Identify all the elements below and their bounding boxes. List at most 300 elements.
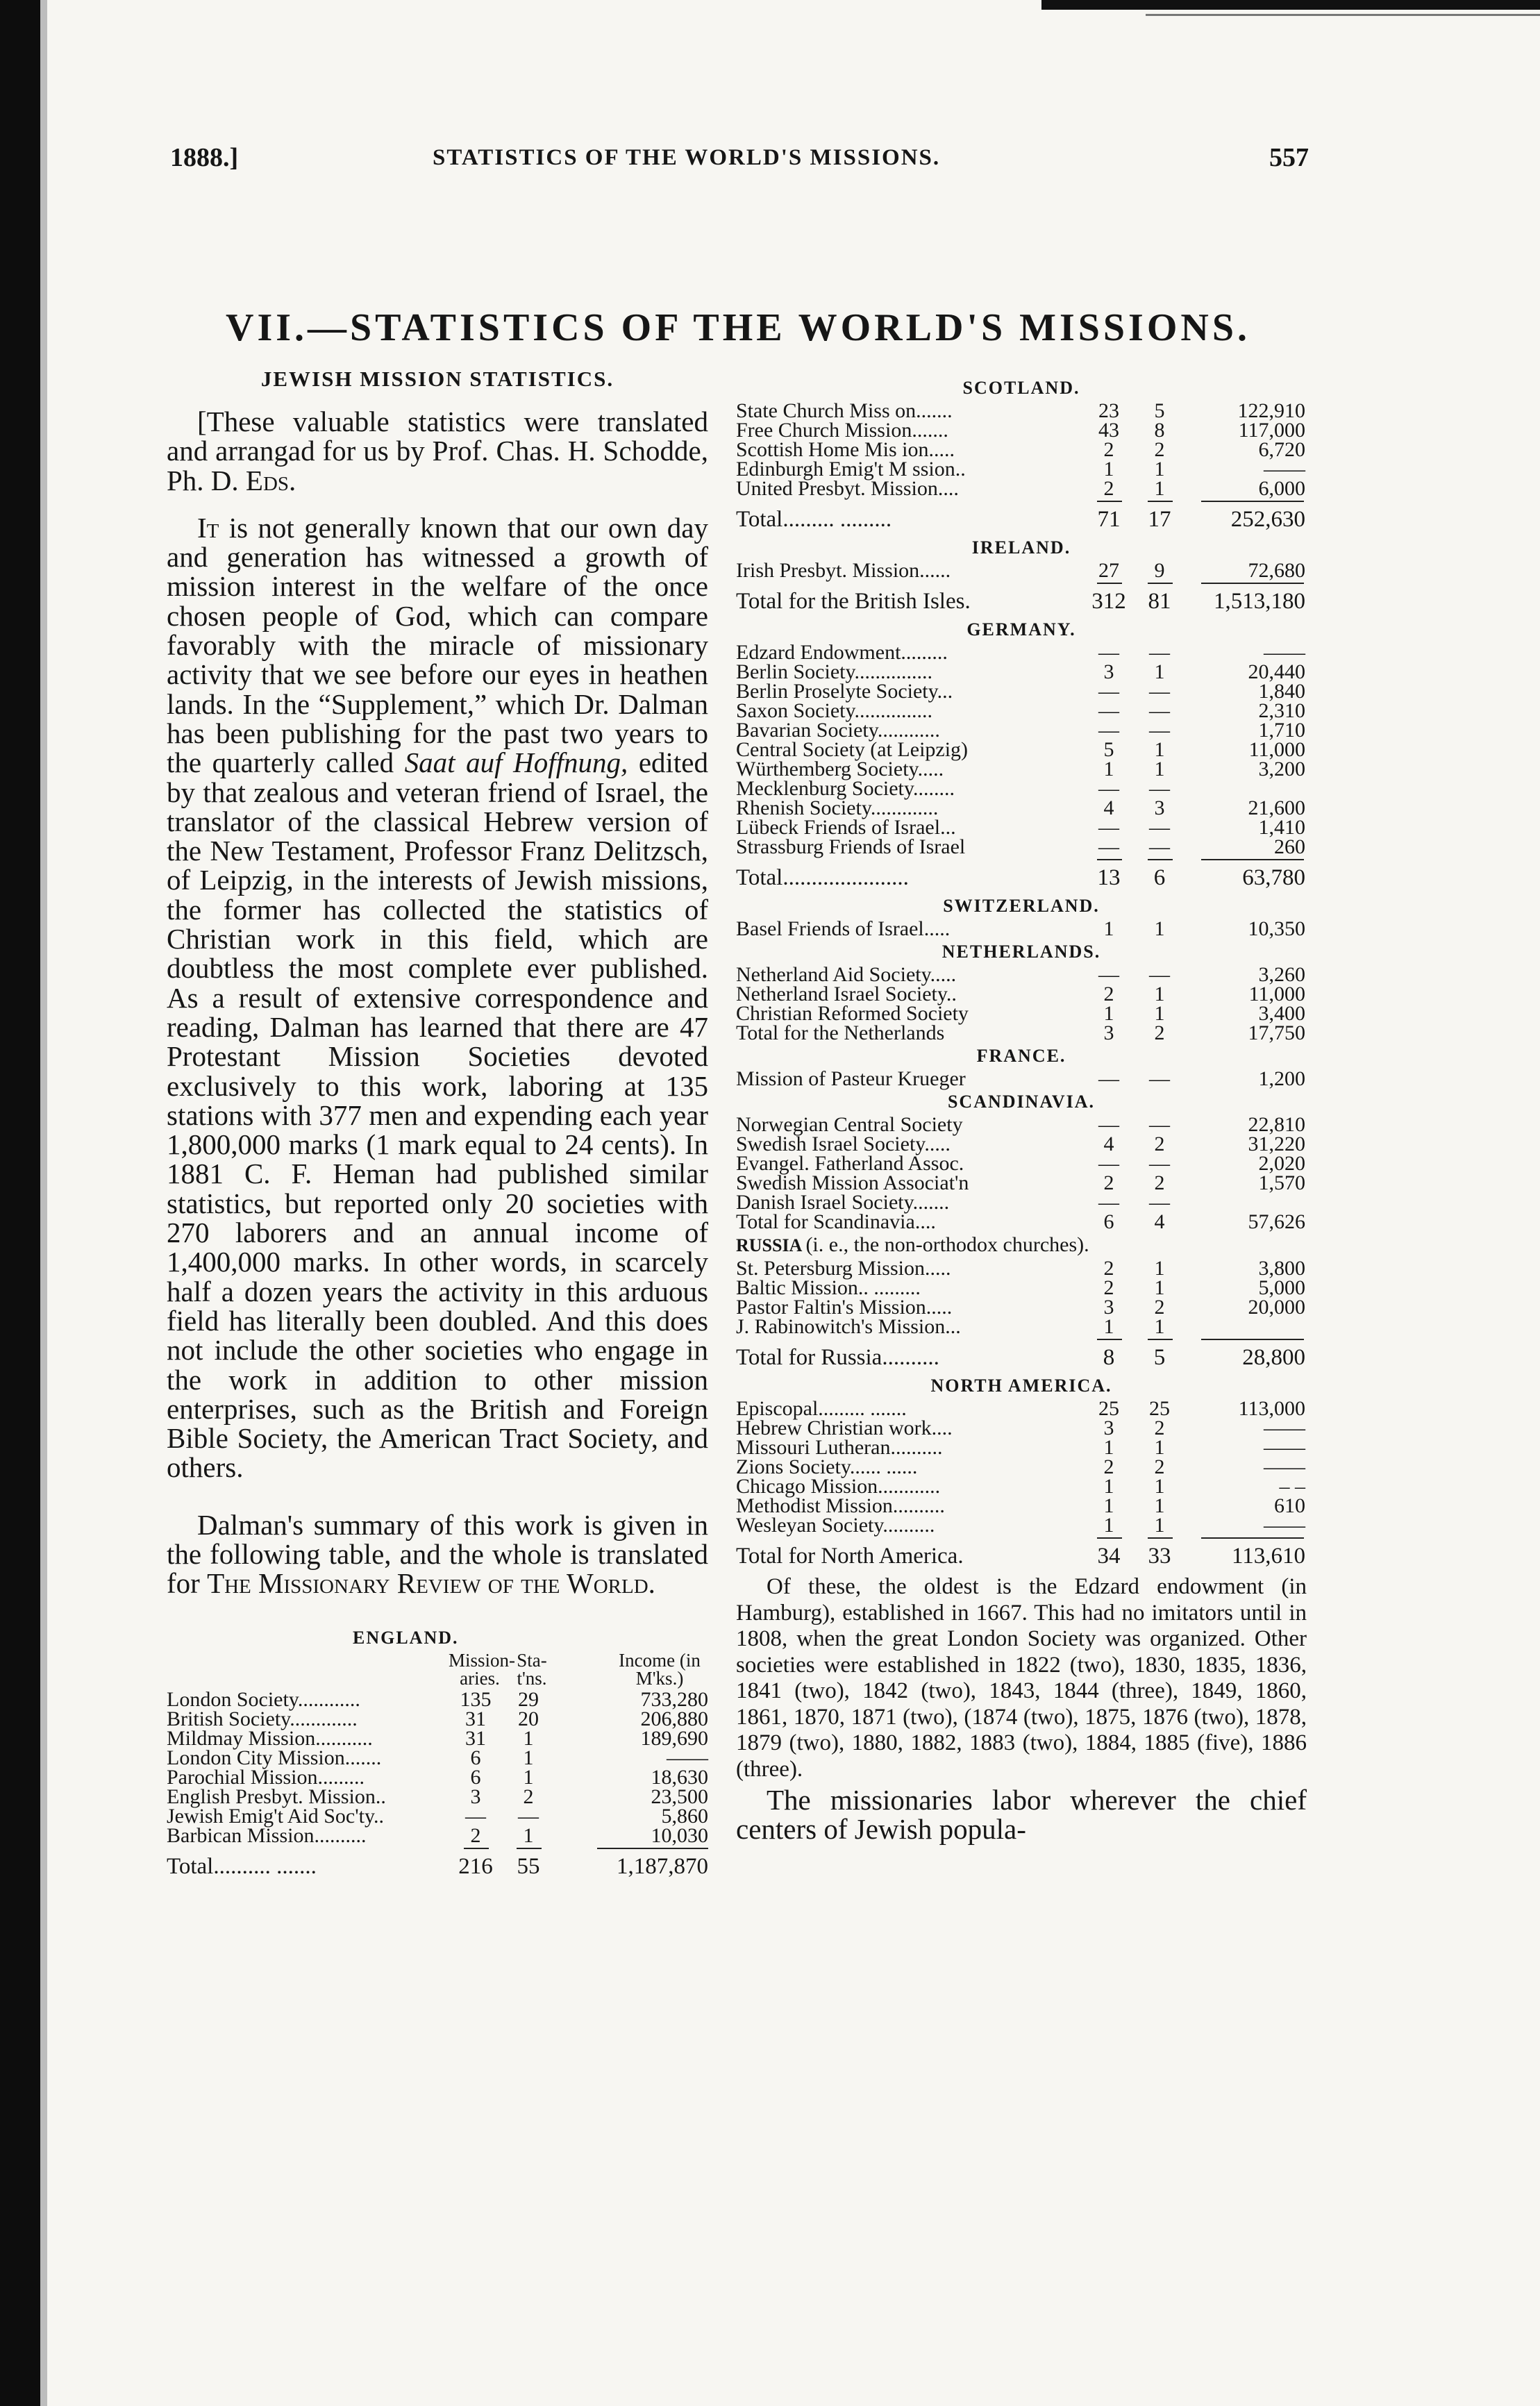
total-missionaries: 312 — [1091, 589, 1126, 614]
row-income: 2,020 — [1258, 1152, 1305, 1175]
row-missionaries: 1 — [1103, 758, 1114, 780]
france-table — [736, 1069, 1307, 1089]
rule-segment — [1097, 1339, 1122, 1340]
table-row — [736, 740, 1307, 760]
row-stations: 3 — [1154, 796, 1165, 819]
row-missionaries: — — [1098, 680, 1119, 703]
table-row — [736, 1477, 1307, 1496]
row-stations: 2 — [1154, 438, 1165, 461]
header-stations: Sta-t'ns. — [517, 1649, 547, 1689]
row-name: United Presbyt. Mission.... — [736, 477, 959, 500]
row-missionaries: 2 — [1103, 1276, 1114, 1299]
row-name: Mission of Pasteur Krueger — [736, 1067, 966, 1090]
rule-segment — [1097, 859, 1122, 860]
row-name: Zions Society...... ...... — [736, 1455, 918, 1478]
total-missionaries: 13 — [1097, 865, 1121, 890]
row-stations: 1 — [1154, 1436, 1165, 1459]
row-stations: 1 — [1154, 1494, 1165, 1517]
row-income: 3,200 — [1258, 758, 1305, 780]
total-income: 57,626 — [1248, 1210, 1305, 1233]
row-missionaries: 2 — [1103, 1257, 1114, 1280]
row-stations: 1 — [1154, 758, 1165, 780]
row-stations: — — [1149, 777, 1170, 800]
row-income: 189,690 — [640, 1726, 708, 1750]
editor-note-signature: Eds. — [245, 464, 296, 496]
rule-segment — [1097, 501, 1122, 502]
row-missionaries: 4 — [1103, 796, 1114, 819]
row-stations: 1 — [1154, 917, 1165, 940]
row-income: 72,680 — [1248, 559, 1305, 582]
row-stations: — — [1149, 963, 1170, 986]
netherlands-heading: NETHERLANDS. — [941, 942, 1101, 962]
row-stations: — — [518, 1804, 539, 1828]
row-stations: 2 — [1154, 1296, 1165, 1319]
total-rule — [736, 580, 1307, 586]
table-row — [736, 1115, 1307, 1135]
germany-table — [736, 643, 1307, 893]
row-stations: 1 — [523, 1746, 534, 1769]
row-income: 3,400 — [1258, 1002, 1305, 1025]
row-name: Saxon Society............... — [736, 699, 933, 722]
table-row — [736, 1173, 1307, 1193]
row-name: Free Church Mission....... — [736, 419, 948, 442]
row-missionaries: 1 — [1103, 458, 1114, 481]
row-stations: 1 — [1154, 477, 1165, 500]
row-stations: 1 — [1154, 660, 1165, 683]
total-row — [736, 1342, 1307, 1373]
header-missionaries: Mission-aries. — [449, 1649, 516, 1689]
row-missionaries: — — [1098, 699, 1119, 722]
row-missionaries: — — [1098, 1067, 1119, 1090]
running-head-page-number: 557 — [1269, 143, 1309, 172]
row-income: —— — [1264, 458, 1305, 481]
table-row — [736, 682, 1307, 701]
row-missionaries: 1 — [1103, 1315, 1114, 1338]
total-stations: 2 — [1154, 1021, 1165, 1044]
scandinavia-table — [736, 1115, 1307, 1232]
row-name: State Church Miss on....... — [736, 399, 953, 422]
north-america-table — [736, 1399, 1307, 1571]
row-name: Netherland Aid Society..... — [736, 963, 957, 986]
editor-note: [These valuable statistics were translated and arrangad for us by Prof. Chas. H. Schodde, Ph. D. Eds. — [167, 406, 708, 496]
row-stations: 2 — [523, 1785, 534, 1808]
rule-segment — [1201, 1339, 1304, 1340]
rule-segment — [1148, 1339, 1173, 1340]
total-stations: 81 — [1148, 589, 1171, 614]
row-stations: 1 — [1154, 1475, 1165, 1498]
row-stations: 1 — [1154, 983, 1165, 1005]
row-name: British Society............. — [167, 1707, 358, 1730]
row-missionaries: 1 — [1103, 1436, 1114, 1459]
row-stations: 20 — [518, 1707, 539, 1730]
journal-title-italic: Saat auf Hoffnung, — [404, 746, 628, 779]
row-name: Mecklenburg Society........ — [736, 777, 955, 800]
table-row — [167, 1787, 708, 1807]
switzerland-heading: SWITZERLAND. — [943, 896, 1100, 916]
row-name: Missouri Lutheran.......... — [736, 1436, 943, 1459]
row-income: —— — [667, 1746, 708, 1769]
row-name: Würthemberg Society..... — [736, 758, 944, 780]
table-row — [736, 1004, 1307, 1024]
row-missionaries: — — [1098, 835, 1119, 858]
table-row — [167, 1726, 708, 1750]
table-row — [736, 1399, 1307, 1419]
row-name: Basel Friends of Israel..... — [736, 917, 951, 940]
total-rule — [736, 857, 1307, 862]
total-income: 63,780 — [1242, 865, 1305, 890]
row-income: 733,280 — [640, 1687, 708, 1711]
total-name: Total...................... — [736, 865, 909, 890]
row-missionaries: 1 — [1103, 1494, 1114, 1517]
table-row — [736, 919, 1307, 939]
switzerland-table — [736, 919, 1307, 939]
row-name: Bavarian Society............ — [736, 719, 940, 742]
row-missionaries: 1 — [1103, 917, 1114, 940]
row-stations: 1 — [523, 1726, 534, 1750]
row-missionaries: 5 — [1103, 738, 1114, 761]
total-missionaries: 6 — [1103, 1210, 1114, 1233]
row-name: Edinburgh Emig't M ssion.. — [736, 458, 966, 481]
table-row — [736, 1069, 1307, 1089]
row-missionaries: — — [1098, 963, 1119, 986]
table-row — [736, 1419, 1307, 1438]
row-missionaries: 43 — [1098, 419, 1119, 442]
total-row — [736, 1541, 1307, 1571]
rule-segment — [1097, 1537, 1122, 1539]
row-missionaries: 2 — [1103, 1455, 1114, 1478]
row-missionaries: 31 — [465, 1707, 486, 1730]
row-missionaries: 23 — [1098, 399, 1119, 422]
total-missionaries: 8 — [1103, 1345, 1115, 1370]
total-stations: 4 — [1154, 1210, 1165, 1233]
england-heading: ENGLAND. — [353, 1627, 459, 1648]
table-row — [736, 818, 1307, 837]
row-name: English Presbyt. Mission.. — [167, 1785, 386, 1808]
row-missionaries: 31 — [465, 1726, 486, 1750]
rule-segment — [464, 1848, 489, 1849]
table-row — [736, 643, 1307, 662]
row-income: 2,310 — [1258, 699, 1305, 722]
row-income: 1,570 — [1258, 1171, 1305, 1194]
table-row — [167, 1823, 708, 1847]
total-missionaries: 216 — [458, 1853, 493, 1879]
row-income: 5,860 — [661, 1804, 708, 1828]
row-name: Jewish Emig't Aid Soc'ty.. — [167, 1804, 385, 1828]
total-row — [736, 862, 1307, 893]
row-name: Evangel. Fatherland Assoc. — [736, 1152, 964, 1175]
table-row — [736, 760, 1307, 779]
page-binding-edge — [0, 0, 40, 2406]
row-name: Lübeck Friends of Israel... — [736, 816, 956, 839]
row-stations: 1 — [1154, 1315, 1165, 1338]
table-row — [736, 440, 1307, 460]
row-stations: — — [1149, 641, 1170, 664]
total-name: Total for Scandinavia.... — [736, 1210, 936, 1233]
table-row — [736, 1154, 1307, 1173]
table-row — [167, 1765, 708, 1789]
row-name: Wesleyan Society.......... — [736, 1514, 935, 1537]
closing-large-paragraph: The missionaries labor wherever the chief centers of Jewish popula- — [736, 1784, 1307, 1846]
row-missionaries: 6 — [470, 1765, 481, 1789]
table-row — [736, 561, 1307, 580]
row-income: 3,800 — [1258, 1257, 1305, 1280]
row-stations: 1 — [1154, 1276, 1165, 1299]
scotland-table — [736, 401, 1307, 535]
total-rule — [736, 1337, 1307, 1342]
row-missionaries: 2 — [470, 1823, 481, 1847]
row-name: Swedish Mission Associat'n — [736, 1171, 969, 1194]
row-name: Barbican Mission.......... — [167, 1823, 367, 1847]
table-row — [167, 1804, 708, 1828]
row-missionaries: 2 — [1103, 983, 1114, 1005]
total-name: Total......... ......... — [736, 507, 892, 532]
table-row — [736, 779, 1307, 799]
row-stations: 8 — [1154, 419, 1165, 442]
row-name: Danish Israel Society....... — [736, 1191, 950, 1214]
total-stations: 17 — [1148, 507, 1171, 532]
row-stations: 1 — [1154, 738, 1165, 761]
row-income: 21,600 — [1248, 796, 1305, 819]
row-name: Baltic Mission.. ......... — [736, 1276, 921, 1299]
row-income: 11,000 — [1248, 983, 1305, 1005]
table-row — [736, 1438, 1307, 1457]
left-column — [167, 367, 708, 1882]
top-edge-mark — [1041, 0, 1540, 10]
row-stations: 25 — [1149, 1397, 1170, 1420]
total-name: Total for North America. — [736, 1544, 964, 1569]
row-income: —— — [1264, 1514, 1305, 1537]
right-column — [736, 375, 1307, 1844]
row-income: 6,720 — [1258, 438, 1305, 461]
rule-segment — [1201, 1537, 1304, 1539]
table-row — [167, 1687, 708, 1711]
table-row — [736, 421, 1307, 440]
row-stations: — — [1149, 1067, 1170, 1090]
row-name: Hebrew Christian work.... — [736, 1417, 953, 1439]
russia-heading: RUSSIA (i. e., the non-orthodox churches). — [736, 1233, 1089, 1256]
row-income: 122,910 — [1237, 399, 1305, 422]
total-stations: 33 — [1148, 1544, 1171, 1569]
table-row — [167, 1748, 708, 1768]
row-stations: 9 — [1154, 559, 1165, 582]
jewish-mission-heading: JEWISH MISSION STATISTICS. — [260, 367, 614, 391]
row-stations: 1 — [1154, 1002, 1165, 1025]
table-row — [736, 1193, 1307, 1212]
row-name: Rhenish Society............. — [736, 796, 939, 819]
row-missionaries: — — [1098, 816, 1119, 839]
total-row — [736, 586, 1307, 617]
rule-segment — [1148, 501, 1173, 502]
row-income: 113,000 — [1238, 1397, 1305, 1420]
row-stations: — — [1149, 699, 1170, 722]
table-row — [736, 796, 1307, 819]
row-income: —— — [1264, 1436, 1305, 1459]
table-row — [736, 1516, 1307, 1535]
row-stations: — — [1149, 1152, 1170, 1175]
row-stations: 1 — [523, 1823, 534, 1847]
row-income: 11,000 — [1248, 738, 1305, 761]
russia-table — [736, 1259, 1307, 1373]
france-heading: FRANCE. — [976, 1046, 1066, 1066]
ireland-table — [736, 561, 1307, 617]
row-stations: 2 — [1154, 1171, 1165, 1194]
row-stations: — — [1149, 680, 1170, 703]
row-missionaries: — — [465, 1804, 486, 1828]
row-income: 10,350 — [1248, 917, 1305, 940]
row-name: Chicago Mission............ — [736, 1475, 941, 1498]
row-income: 20,000 — [1248, 1296, 1305, 1319]
row-income: 6,000 — [1258, 477, 1305, 500]
row-name: Episcopal......... ....... — [736, 1397, 907, 1420]
table-row — [736, 701, 1307, 721]
row-income: 31,220 — [1248, 1133, 1305, 1155]
row-income: 23,500 — [651, 1785, 708, 1808]
intro-paragraph: It is not generally known that our own day and generation has witnessed a growth of mission interest in the welfare of the once chosen people of God, which can compare favorably with the miracle of missionary activity that we see before our eyes in heathen lands. In the “Supplement,” which Dr. Dalman has been publishing for the past two years to the quarterly called Saat auf Hoffnung, edited by that zealous and veteran friend of Israel, the translator of the classical Hebrew version of the New Testament, Professor Franz Delitzsch, of Leipzig, in the interests of Jewish missions, the former has collected the statistics of Christian work in this field, which are doubtless the most complete ever published. As a result of extensive correspondence and reading, Dalman has learned that there are 47 Protestant Mission Societies devoted exclusively to this work, laboring at 135 stations with 377 men and expending each year 1,800,000 marks (1 mark equal to 24 cents). In 1881 C. F. Heman had published similar statistics, but reported only 20 societies with 270 laborers and an annual income of 1,400,000 marks. In other words, in scarcely half a dozen years the activity in this arduous field has literally been doubled. And this does not include the other societies who engage in the work in addition to other mission enterprises, such as the British and Foreign Bible Society, the American Tract Society, and others. — [167, 511, 709, 1484]
row-missionaries: 2 — [1103, 477, 1114, 500]
row-missionaries: — — [1098, 719, 1119, 742]
top-edge-rule — [1146, 14, 1540, 16]
total-income: 17,750 — [1248, 1021, 1305, 1044]
row-name: Central Society (at Leipzig) — [736, 738, 969, 761]
table-row — [736, 965, 1307, 985]
row-name: Methodist Mission.......... — [736, 1494, 945, 1517]
row-missionaries: 1 — [1103, 1514, 1114, 1537]
row-stations: — — [1149, 816, 1170, 839]
closing-small-paragraph: Of these, the oldest is the Edzard endowment (in Hamburg), established in 1667. This had no imitators until in 1808, when the great London Society was organized. Other societies were established in 1822 (two), 1830, 1835, 1836, 1841 (two), 1842 (two), 1843, 1844 (three), 1849, 1860, 1861, 1870, 1871 (two), (1874 (two), 1875, 1876 (two), 1878, 1879 (two), 1880, 1882, 1883 (two), 1884, 1885 (five), 1886 (three). — [736, 1574, 1307, 1782]
total-rule — [167, 1846, 708, 1851]
row-income: 610 — [1274, 1494, 1305, 1517]
table-row — [736, 721, 1307, 740]
row-income: 260 — [1274, 835, 1305, 858]
table-row — [736, 985, 1307, 1004]
total-name: Total.......... ....... — [167, 1853, 317, 1879]
table-row — [167, 1707, 708, 1730]
row-stations: 1 — [1154, 1514, 1165, 1537]
header-income: Income (in M'ks.) — [619, 1649, 701, 1689]
article-title: VII.—STATISTICS OF THE WORLD'S MISSIONS. — [226, 306, 1250, 349]
total-stations: 5 — [1153, 1345, 1166, 1370]
row-stations: 2 — [1154, 1455, 1165, 1478]
total-missionaries: 71 — [1097, 507, 1121, 532]
row-missionaries: 27 — [1098, 559, 1119, 582]
table-row — [736, 1496, 1307, 1516]
row-name: Pastor Faltin's Mission..... — [736, 1296, 953, 1319]
review-name: The Missionary Review of the World. — [207, 1567, 655, 1600]
row-missionaries: 1 — [1103, 1475, 1114, 1498]
row-missionaries: — — [1098, 1191, 1119, 1214]
table-row — [736, 1457, 1307, 1477]
row-stations: — — [1149, 719, 1170, 742]
scandinavia-heading: SCANDINAVIA. — [947, 1092, 1096, 1112]
row-missionaries: — — [1098, 1152, 1119, 1175]
rule-segment — [597, 1848, 708, 1849]
total-row — [736, 504, 1307, 535]
row-income: 1,710 — [1258, 719, 1305, 742]
scotland-heading: SCOTLAND. — [962, 378, 1080, 398]
running-head-year: 1888.] — [170, 143, 239, 172]
table-row — [736, 460, 1307, 479]
row-missionaries: 2 — [1103, 1171, 1114, 1194]
row-income: 1,840 — [1258, 680, 1305, 703]
england-table — [167, 1687, 708, 1882]
table-row — [736, 479, 1307, 499]
ireland-heading: IRELAND. — [971, 537, 1071, 558]
total-income: 28,800 — [1242, 1345, 1305, 1370]
table-row — [736, 837, 1307, 857]
row-missionaries: 3 — [470, 1785, 481, 1808]
row-missionaries: 135 — [460, 1687, 492, 1711]
row-income: —— — [1264, 1455, 1305, 1478]
row-stations: 1 — [1154, 458, 1165, 481]
row-income: 117,000 — [1238, 419, 1305, 442]
row-missionaries: 25 — [1098, 1397, 1119, 1420]
row-stations: 1 — [1154, 1257, 1165, 1280]
row-stations: 29 — [518, 1687, 539, 1711]
row-missionaries: 4 — [1103, 1133, 1114, 1155]
row-name: London City Mission....... — [167, 1746, 382, 1769]
row-missionaries: — — [1098, 1113, 1119, 1136]
total-missionaries: 34 — [1097, 1544, 1121, 1569]
row-name: Netherland Israel Society.. — [736, 983, 957, 1005]
total-missionaries: 3 — [1103, 1021, 1114, 1044]
total-name: Total for the Netherlands — [736, 1021, 945, 1044]
row-income: 3,260 — [1258, 963, 1305, 986]
row-missionaries: — — [1098, 641, 1119, 664]
row-name: Edzard Endowment......... — [736, 641, 948, 664]
total-income: 1,187,870 — [617, 1853, 708, 1879]
rule-segment — [1148, 859, 1173, 860]
row-stations: — — [1149, 1113, 1170, 1136]
table-row — [736, 1298, 1307, 1317]
total-income: 113,610 — [1231, 1544, 1305, 1569]
total-rule — [736, 1535, 1307, 1541]
row-name: Berlin Proselyte Society... — [736, 680, 953, 703]
table-row — [736, 1317, 1307, 1337]
germany-heading: GERMANY. — [966, 619, 1076, 640]
row-income: 20,440 — [1248, 660, 1305, 683]
row-stations: 1 — [523, 1765, 534, 1789]
row-missionaries: 2 — [1103, 438, 1114, 461]
row-income: 18,630 — [651, 1765, 708, 1789]
row-name: St. Petersburg Mission..... — [736, 1257, 951, 1280]
north-america-heading: NORTH AMERICA. — [930, 1376, 1112, 1396]
row-income: —— — [1264, 1417, 1305, 1439]
table-row — [736, 662, 1307, 682]
row-stations: 5 — [1154, 399, 1165, 422]
row-name: Mildmay Mission........... — [167, 1726, 373, 1750]
total-stations: 6 — [1153, 865, 1166, 890]
rule-segment — [1201, 583, 1304, 584]
row-income: 22,810 — [1248, 1113, 1305, 1136]
row-name: Christian Reformed Society — [736, 1002, 969, 1025]
row-name: J. Rabinowitch's Mission... — [736, 1315, 961, 1338]
row-name: Norwegian Central Society — [736, 1113, 963, 1136]
total-rule — [736, 499, 1307, 504]
total-name: Total for Russia.......... — [736, 1345, 939, 1370]
row-missionaries: — — [1098, 777, 1119, 800]
row-missionaries: 3 — [1103, 1417, 1114, 1439]
table-row — [736, 401, 1307, 421]
row-stations: — — [1149, 835, 1170, 858]
table-row — [736, 1259, 1307, 1278]
row-income: —— — [1264, 641, 1305, 664]
row-income: 1,410 — [1258, 816, 1305, 839]
total-name: Total for the British Isles. — [736, 589, 971, 614]
summary-paragraph: Dalman's summary of this work is given in the following table, and the whole is translated for The Missionary Review of the World. — [167, 1508, 708, 1600]
total-row — [736, 1021, 1307, 1044]
row-missionaries: 6 — [470, 1746, 481, 1769]
row-income: 206,880 — [640, 1707, 708, 1730]
